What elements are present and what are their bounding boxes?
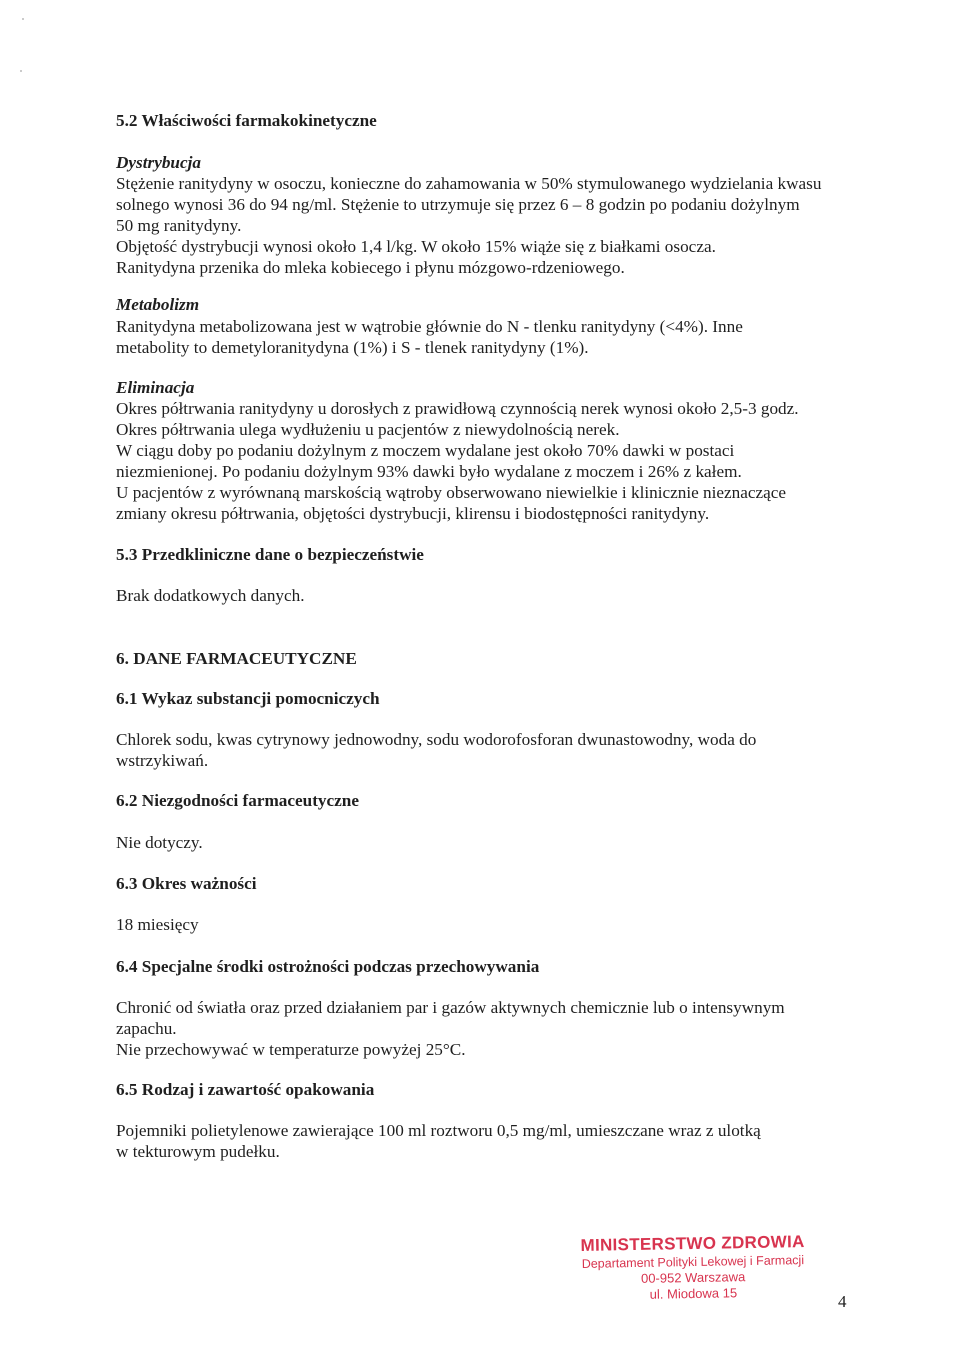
- eliminacja-text: [116, 398, 846, 524]
- dystrybucja-text: [116, 173, 846, 278]
- text-line: Ranitydyna przenika do mleka kobiecego i płynu mózgowo-rdzeniowego.: [116, 258, 625, 277]
- text-line: Ranitydyna metabolizowana jest w wątrobie głównie do N - tlenku ranitydyny (<4%). Inne: [116, 317, 743, 336]
- section-6-2-text: Nie dotyczy.: [116, 833, 203, 852]
- scan-speck: [22, 18, 24, 20]
- stamp-line: MINISTERSTWO ZDROWIA: [580, 1232, 805, 1255]
- metabolizm-title: Metabolizm: [116, 295, 200, 314]
- text-line: solnego wynosi 36 do 94 ng/ml. Stężenie to utrzymuje się przez 6 – 8 godzin po podaniu dożylnym: [116, 195, 800, 214]
- section-6-3-text: 18 miesięcy: [116, 915, 199, 934]
- section-6-2-heading: 6.2 Niezgodności farmaceutyczne: [116, 791, 359, 810]
- section-6-1-heading: 6.1 Wykaz substancji pomocniczych: [116, 689, 380, 708]
- section-6-3-heading: 6.3 Okres ważności: [116, 874, 257, 893]
- text-line: 50 mg ranitydyny.: [116, 216, 242, 235]
- section-5-3-heading: 5.3 Przedkliniczne dane o bezpieczeństwie: [116, 545, 424, 564]
- text-line: Chlorek sodu, kwas cytrynowy jednowodny, sodu wodorofosforan dwunastowodny, woda do: [116, 730, 757, 749]
- section-6-4-heading: 6.4 Specjalne środki ostrożności podczas przechowywania: [116, 957, 540, 976]
- text-line: zapachu.: [116, 1019, 177, 1038]
- text-line: Stężenie ranitydyny w osoczu, konieczne do zahamowania w 50% stymulowanego wydzielania kwasu: [116, 174, 822, 193]
- scan-speck: [20, 70, 22, 72]
- text-line: Okres półtrwania ranitydyny u dorosłych z prawidłową czynnością nerek wynosi około 2,5-3 godz.: [116, 399, 799, 418]
- section-6-4-text: [116, 997, 846, 1060]
- text-line: W ciągu doby po podaniu dożylnym z moczem wydalane jest około 70% dawki w postaci: [116, 441, 735, 460]
- text-line: zmiany okresu półtrwania, objętości dystrybucji, klirensu i biodostępności ranitydyny.: [116, 504, 710, 523]
- text-line: wstrzykiwań.: [116, 751, 209, 770]
- text-line: w tekturowym pudełku.: [116, 1142, 280, 1161]
- dystrybucja-title: Dystrybucja: [116, 153, 201, 172]
- section-5-3-text: Brak dodatkowych danych.: [116, 586, 305, 605]
- stamp-line: Departament Polityki Lekowej i Farmacji: [581, 1253, 805, 1271]
- stamp-line: ul. Miodowa 15: [649, 1285, 738, 1302]
- text-line: niezmienionej. Po podaniu dożylnym 93% dawki było wydalane z moczem i 26% z kałem.: [116, 462, 742, 481]
- text-line: Chronić od światła oraz przed działaniem par i gazów aktywnych chemicznie lub o intensywnym: [116, 998, 785, 1017]
- section-6-1-text: [116, 729, 846, 771]
- stamp-line: 00-952 Warszawa: [640, 1269, 746, 1286]
- section-6-heading: 6. DANE FARMACEUTYCZNE: [116, 649, 357, 668]
- text-line: Okres półtrwania ulega wydłużeniu u pacjentów z niewydolnością nerek.: [116, 420, 620, 439]
- section-6-5-text: [116, 1120, 846, 1162]
- text-line: U pacjentów z wyrównaną marskością wątroby obserwowano niewielkie i klinicznie nieznaczące: [116, 483, 787, 502]
- section-6-5-heading: 6.5 Rodzaj i zawartość opakowania: [116, 1080, 375, 1099]
- text-line: metabolity to demetyloranitydyna (1%) i S - tlenek ranitydyny (1%).: [116, 338, 589, 357]
- ministry-stamp: [577, 1232, 808, 1304]
- text-line: Nie przechowywać w temperaturze powyżej 25°C.: [116, 1040, 466, 1059]
- page-number: 4: [838, 1292, 847, 1311]
- metabolizm-text: [116, 316, 846, 358]
- section-5-2-heading: 5.2 Właściwości farmakokinetyczne: [116, 111, 377, 130]
- text-line: Pojemniki polietylenowe zawierające 100 ml roztworu 0,5 mg/ml, umieszczane wraz z ulotką: [116, 1121, 761, 1140]
- text-line: Objętość dystrybucji wynosi około 1,4 l/kg. W około 15% wiąże się z białkami osocza.: [116, 237, 716, 256]
- eliminacja-title: Eliminacja: [116, 378, 195, 397]
